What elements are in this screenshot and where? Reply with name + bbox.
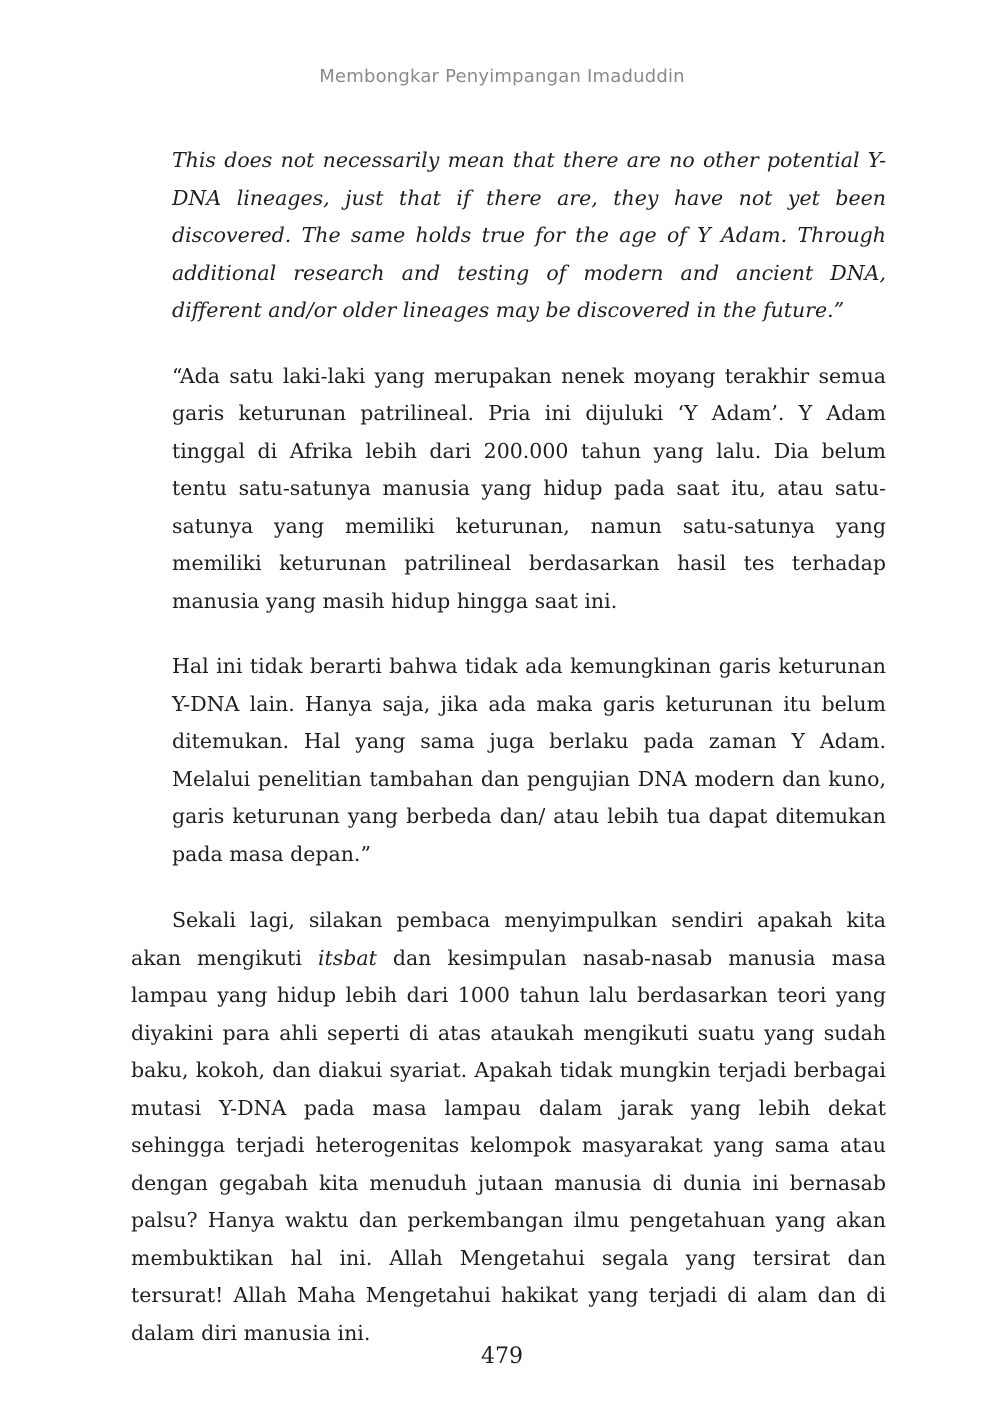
page-number: 479 <box>481 1344 523 1369</box>
quote-indonesian-paragraph-1: “Ada satu laki-laki yang merupakan nenek moyang terakhir semua garis keturunan patrilineal. Pria ini dijuluki ‘Y Adam’. Y Adam tinggal di Afrika lebih dari 200.000 tahun yang lalu. Dia belum tentu satu-satunya manusia yang hidup pada saat itu, atau satu-satunya yang memiliki keturunan, namun satu-satunya yang memiliki keturunan patrilineal berdasarkan hasil tes terhadap manusia yang masih hidup hingga saat ini. <box>172 363 886 613</box>
running-header: Membongkar Penyimpangan Imaduddin <box>319 66 685 87</box>
conclusion-text-rest: dan kesimpulan nasab-nasab manusia masa lampau yang hidup lebih dari 1000 tahun lalu berdasarkan teori yang diyakini para ahli seperti di atas ataukah mengikuti suatu yang sudah baku, kokoh, dan diakui syariat. Apakah tidak mungkin terjadi berbagai mutasi Y-DNA pada masa lampau dalam jarak yang lebih dekat sehingga terjadi heterogenitas kelompok masyarakat yang sama atau dengan gegabah kita menuduh jutaan manusia di dunia ini bernasab palsu? Hanya waktu dan perkembangan ilmu pengetahuan yang akan membuktikan hal ini. Allah Mengetahui segala yang tersirat dan tersurat! Allah Maha Mengetahui hakikat yang terjadi di alam dan di dalam diri manusia ini. <box>131 945 887 1345</box>
quote-indonesian-paragraph-2: Hal ini tidak berarti bahwa tidak ada kemungkinan garis keturunan Y-DNA lain. Hanya saja, jika ada maka garis keturunan itu belum ditemukan. Hal yang sama juga berlaku pada zaman Y Adam. Melalui penelitian tambahan dan pengujian DNA modern dan kuno, garis keturunan yang berbeda dan/ atau lebih tua dapat ditemukan pada masa depan.” <box>172 654 886 866</box>
conclusion-text-start: Sekali lagi, silakan pembaca menyimpulkan sendiri apakah kita akan mengikuti <box>131 908 886 970</box>
quote-english-paragraph: This does not necessarily mean that there are no other potential Y-DNA lineages, just that if there are, they have not yet been discovered. The same holds true for the age of Y Adam. Through additional research and testing of modern and ancient DNA, different and/or older lineages may be discovered in the future.” <box>172 148 886 322</box>
conclusion-paragraph <box>131 902 886 1352</box>
itsbat-term: itsbat <box>317 945 377 970</box>
page-body <box>131 142 886 1352</box>
